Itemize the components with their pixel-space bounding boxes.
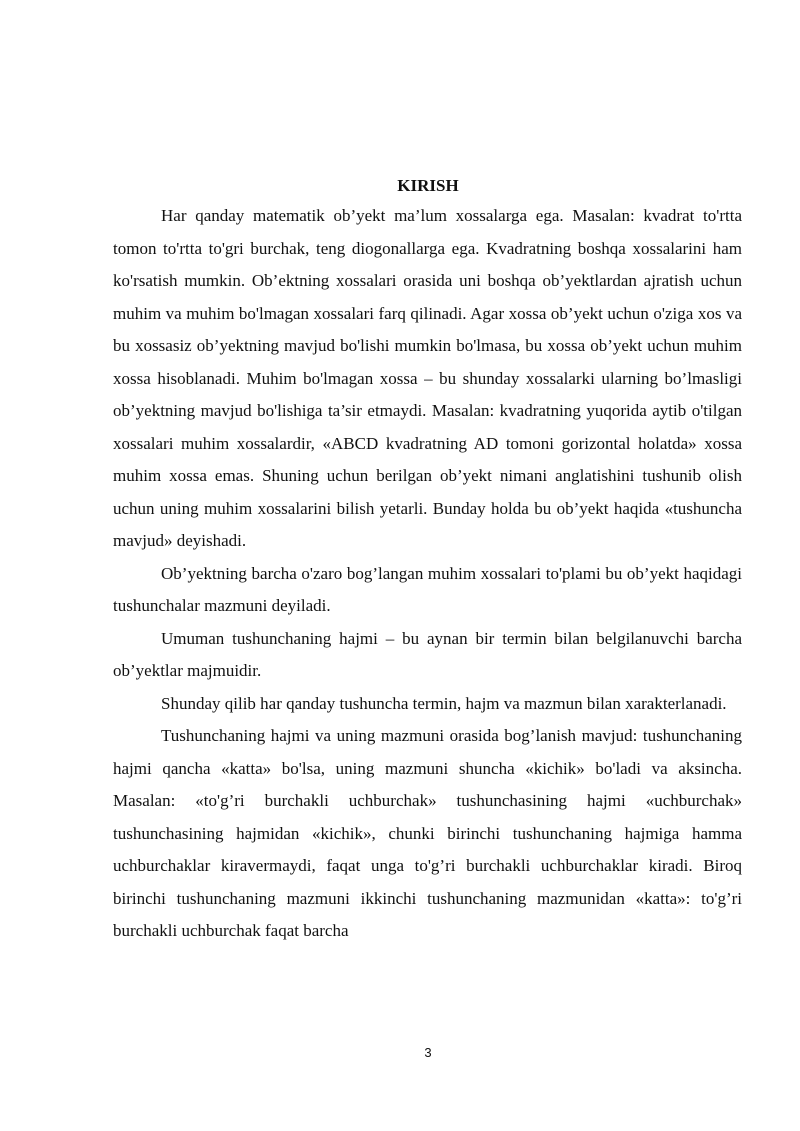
paragraph: Har qanday matematik ob’yekt ma’lum xossalarga ega. Masalan: kvadrat to'rtta tomon to'rtta to'gri burchak, teng diogonallarga ega. Kvadratning boshqa xossalarini ham ko'rsatish mumkin. Ob’ektning xossalari orasida uni boshqa ob’yektlardan ajratish uchun muhim va muhim bo'lmagan xossalari farq qilinadi. Agar xossa ob’yekt uchun o'ziga xos va bu xossasiz ob’yektning mavjud bo'lishi mumkin bo'lmasa, bu xossa ob’yekt uchun muhim xossa hisoblanadi. Muhim bo'lmagan xossa – bu shunday xossalarki ularning bo’lmasligi ob’yektning mavjud bo'lishiga ta’sir etmaydi. Masalan: kvadratning yuqorida aytib o'tilgan xossalari muhim xossalardir, «ABCD kvadratning AD tomoni gorizontal holatda» xossa muhim xossa emas. Shuning uchun berilgan ob’yekt nimani anglatishini tushunib olish uchun uning muhim xossalarini bilish yetarli. Bunday holda bu ob’yekt haqida «tushuncha mavjud» deyishadi. [113,206,742,550]
paragraph: Shunday qilib har qanday tushuncha termin, hajm va mazmun bilan xarakterlanadi. [161,693,727,713]
paragraph: Umuman tushunchaning hajmi – bu aynan bir termin bilan belgilanuvchi barcha ob’yektlar majmuidir. [113,628,742,680]
body-text [113,200,742,948]
paragraph: Tushunchaning hajmi va uning mazmuni orasida bog’lanish mavjud: tushunchaning hajmi qancha «katta» bo'lsa, uning mazmuni shuncha «kichik» bo'ladi va aksincha. Masalan: «to'g’ri burchakli uchburchak» tushunchasining hajmi «uchburchak» tushunchasining hajmidan «kichik», chunki birinchi tushunchaning hajmiga hamma uchburchaklar kiravermaydi, faqat unga to'g’ri burchakli uchburchaklar kiradi. Biroq birinchi tushunchaning mazmuni ikkinchi tushunchaning mazmunidan «katta»: to'g’ri burchakli uchburchak faqat barcha [113,726,742,940]
page-number: 3 [424,1045,432,1060]
paragraph: Ob’yektning barcha o'zaro bog’langan muhim xossalari to'plami bu ob’yekt haqidagi tushunchalar mazmuni deyiladi. [113,563,742,615]
section-heading: KIRISH [397,176,459,195]
